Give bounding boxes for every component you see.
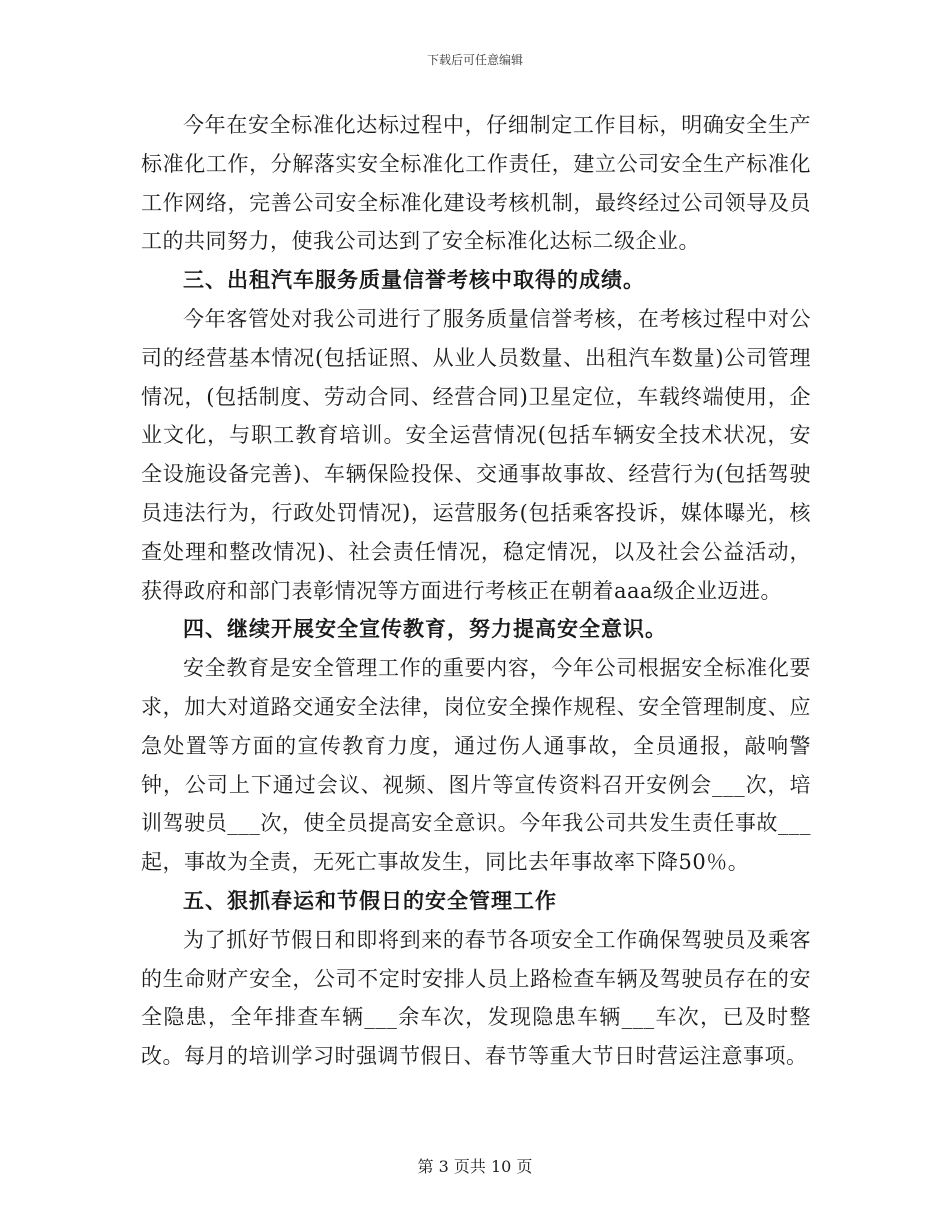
section-heading-5: 五、狠抓春运和节假日的安全管理工作 xyxy=(183,888,557,913)
page-header: 下载后可任意编辑 xyxy=(426,53,523,67)
document-body xyxy=(141,106,811,1076)
section-heading-4: 四、继续开展安全宣传教育，努力提高安全意识。 xyxy=(183,617,667,642)
paragraph-standardization: 今年在安全标准化达标过程中，仔细制定工作目标，明确安全生产标准化工作，分解落实安全标准化工作责任，建立公司安全生产标准化工作网络，完善公司安全标准化建设考核机制，最终经过公司领导及员工的共同努力，使我公司达到了安全标准化达标二级企业。 xyxy=(141,113,811,254)
paragraph-safety-education: 安全教育是安全管理工作的重要内容，今年公司根据安全标准化要求，加大对道路交通安全法律，岗位安全操作规程、安全管理制度、应急处置等方面的宣传教育力度，通过伤人通事故，全员通报，敲响警钟，公司上下通过会议、视频、图片等宣传资料召开安例会___次，培训驾驶员___次，使全员提高安全意识。今年我公司共发生责任事故___起，事故为全责，无死亡事故发生，同比去年事故率下降50％。 xyxy=(141,656,811,875)
section-heading-3: 三、出租汽车服务质量信誉考核中取得的成绩。 xyxy=(183,268,645,293)
page-number: 第 3 页共 10 页 xyxy=(417,1157,533,1176)
paragraph-service-quality: 今年客管处对我公司进行了服务质量信誉考核，在考核过程中对公司的经营基本情况(包括证照、从业人员数量、出租汽车数量)公司管理情况，(包括制度、劳动合同、经营合同)卫星定位，车载终端使用，企业文化，与职工教育培训。安全运营情况(包括车辆安全技术状况，安全设施设备完善)、车辆保险投保、交通事故事故、经营行为(包括驾驶员违法行为，行政处罚情况)，运营服务(包括乘客投诉，媒体曝光，核查处理和整改情况)、社会责任情况，稳定情况，以及社会公益活动，获得政府和部门表彰情况等方面进行考核正在朝着aaa级企业迈进。 xyxy=(141,306,811,603)
paragraph-holiday-safety: 为了抓好节假日和即将到来的春节各项安全工作确保驾驶员及乘客的生命财产安全，公司不定时安排人员上路检查车辆及驾驶员存在的安全隐患，全年排查车辆___余车次，发现隐患车辆___车次，已及时整改。每月的培训学习时强调节假日、春节等重大节日时营运注意事项。 xyxy=(141,927,811,1069)
